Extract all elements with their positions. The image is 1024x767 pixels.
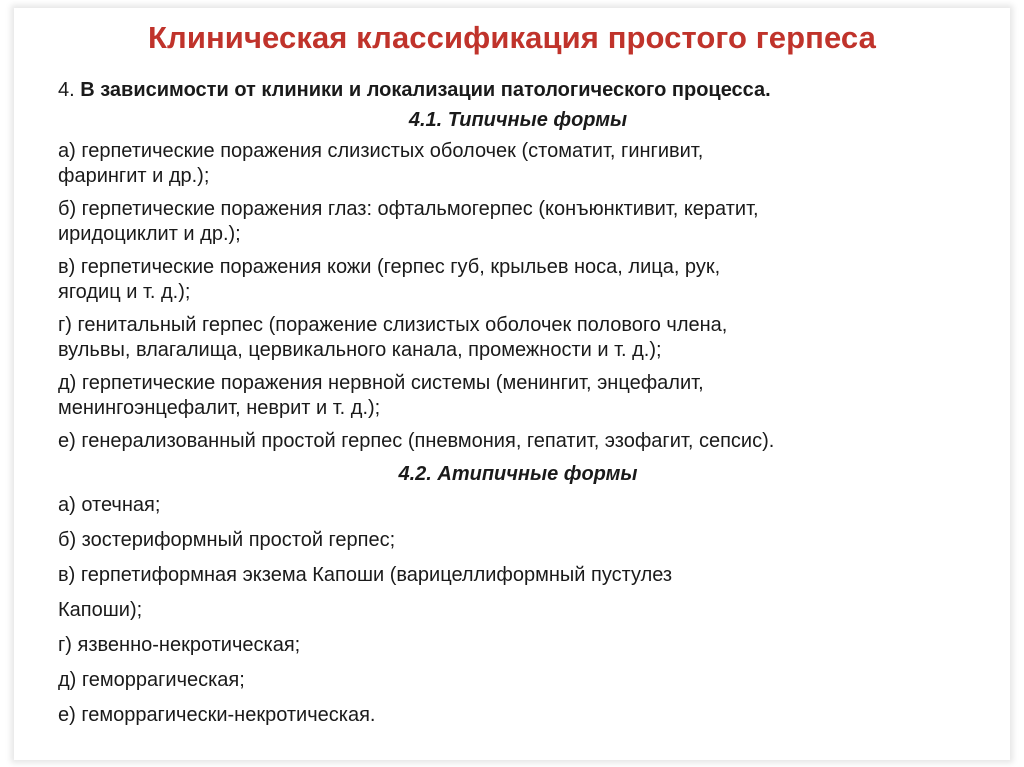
typical-forms-heading: 4.1. Типичные формы (408, 109, 628, 131)
list-item: б) зостериформный простой герпес; (58, 529, 396, 551)
list-item-line: в) герпетические поражения кожи (герпес губ, крыльев носа, лица, рук, (58, 256, 721, 278)
list-item-line: фарингит и др.); (58, 165, 210, 187)
list-item (58, 255, 978, 305)
list-item-line: б) герпетические поражения глаз: офтальмогерпес (конъюнктивит, кератит, (58, 198, 759, 220)
list-item-line: менингоэнцефалит, неврит и т. д.); (58, 397, 381, 419)
typical-forms-list (58, 139, 978, 454)
list-item-line: е) генерализованный простой герпес (пневмония, гепатит, эзофагит, сепсис). (58, 430, 775, 452)
list-item: а) отечная; (58, 494, 161, 516)
atypical-forms-heading: 4.2. Атипичные формы (398, 463, 638, 485)
list-item (58, 197, 978, 247)
list-item-line: г) генитальный герпес (поражение слизистых оболочек полового члена, (58, 314, 728, 336)
slide-content (58, 78, 978, 738)
list-item-line: а) герпетические поражения слизистых оболочек (стоматит, гингивит, (58, 140, 704, 162)
list-item-line: д) герпетические поражения нервной системы (менингит, энцефалит, (58, 372, 704, 394)
list-item (58, 139, 978, 189)
list-item: е) геморрагически-некротическая. (58, 704, 376, 726)
list-item-line: иридоциклит и др.); (58, 223, 241, 245)
list-item (58, 371, 978, 421)
section-heading-text: В зависимости от клиники и локализации патологического процесса. (80, 79, 771, 101)
slide-title: Клиническая классификация простого герпеса (148, 20, 876, 55)
atypical-forms-list (58, 493, 978, 728)
list-item: в) герпетиформная экзема Капоши (варицеллиформный пустулез (58, 564, 673, 586)
section-number: 4. (58, 79, 75, 101)
list-item: д) геморрагическая; (58, 669, 245, 691)
section-heading (58, 78, 978, 103)
list-item: г) язвенно-некротическая; (58, 634, 301, 656)
list-item (58, 429, 978, 454)
list-item-line: ягодиц и т. д.); (58, 281, 191, 303)
list-item (58, 313, 978, 363)
list-item: Капоши); (58, 599, 143, 621)
list-item-line: вульвы, влагалища, цервикального канала, промежности и т. д.); (58, 339, 662, 361)
